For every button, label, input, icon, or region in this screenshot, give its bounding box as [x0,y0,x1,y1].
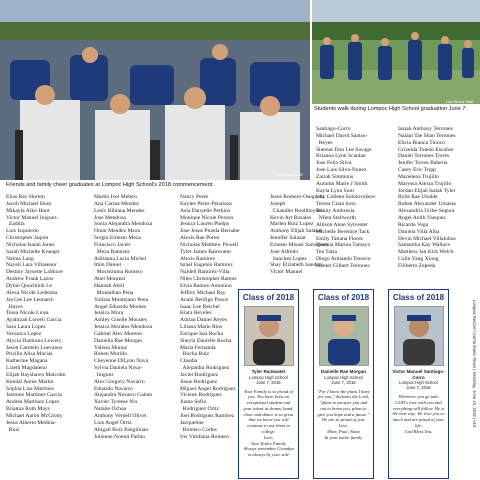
card-heading: Class of 2018 [242,293,295,302]
graduate-name: Victor Manuel [270,269,303,276]
names-column-3 [180,194,240,440]
graduate-name: Kaylee Perez-Penaloza [180,200,232,207]
graduate-name: Leslv Bibiana Mendez [94,207,145,214]
graduate-name: Ruben Murillo [94,351,128,358]
graduate-name: Andrew Frank Lazos [6,276,54,283]
photo-caption-left: Friends and family cheer graduates at Lompoc High School's 2018 commencement. [6,182,214,188]
graduate-name: Nikta Stallworth [316,214,356,221]
graduate-name: Rocha Ruiz [180,351,210,358]
graduate-name: Alexis Ramirez [180,255,215,262]
graduate-name: Ricardo Vega [398,221,429,228]
graduate-name: Reyes [316,139,333,146]
graduate-name: Daniela Villa Alba [398,228,440,235]
graduate-name: Sylvia Daniela Nava- [94,365,143,372]
graduate-name: Cheyenne DiLynn Nava [94,358,149,365]
graduate-name: Sarah Michelle Krueger [6,248,60,255]
card-heading: Class of 2018 [317,293,370,302]
graduate-name: Emily Tatiana Flores [316,235,363,242]
folio-text: Lompoc Record / Santa Maria Times | Saturday, June 16, 2018 | A15 [472,300,477,428]
graduate-name: Veronica Lopez [6,330,42,337]
graduate-name: Devin Michael Villalobos [398,235,456,242]
graduate-name: Romero Cortes [180,426,217,433]
names-column-1 [6,194,66,434]
graduate-name: Anahi Renfigo Ponce [180,296,229,303]
graduate-name: Ruben Alexander Umaeta [398,201,456,208]
graduate-name: Shemar Don Lee Savage [316,146,372,153]
card-name: Danielle Rae Morgan [320,369,367,374]
photo-credit-left: Len Wood Staff [275,172,303,177]
photo-credit-right: Len Wood Staff [446,99,474,104]
grad-card-2 [313,289,374,479]
card-message: Your Family is so proud of you. You have been an exceptional student and your talent in drums, band, choir and dance is so great that we know you will continue to use them in college. Love, Your Entire Family Always remember Grandpa is always by your side [243,388,294,458]
card-date: June 7, 2018 [256,379,281,385]
graduate-name: Colin Yang Xiong [398,256,439,263]
graduate-name: Nalani Tae Shan Terrones [398,132,456,139]
graduate-name: Sara Laura Lopez [6,324,46,331]
card-heading: Class of 2018 [392,293,445,302]
graduate-name: Javier Rodriguez [180,371,219,378]
graduate-name: Angel Eduardo Montes [94,303,147,310]
graduate-name: Gabriel Alex Moreno [94,330,142,337]
graduate-name: Jacqueline [180,419,204,426]
card-date: June 7, 2018 [331,379,356,385]
graduate-name: Matthew Ian Kirk Welch [398,249,454,256]
graduate-name: Adrian Daniel Reyes [180,317,227,324]
graduate-name: Eduardo Navarro [94,385,133,392]
graduate-name: Natalie Ochoa [94,406,127,413]
graduate-name: Maryssa Alexia Trujillo [398,180,452,187]
grad-card-3 [388,289,449,479]
graduate-name: Jasmine Martinez Garcia [6,392,62,399]
graduate-name: Casey Eric Tripp [398,167,436,174]
graduate-name: Iris Viridiana Romero [180,433,229,440]
graduate-name: Luis Izquierdo [6,228,39,235]
graduate-name: Hayes [6,303,23,310]
card-message: "For I know the plans I have for you," declares the Lord, "plans to prosper you and not to harm you, plans to give you hope and a future." We are so proud of you. Love, Mom, Paul, Nana & your entire family [317,388,370,440]
graduate-name: Yalissa Munoz [94,344,128,351]
graduate-name: Jessica Mora [94,310,124,317]
graduate-name: Sonia Alejandra Mendoza [94,221,153,228]
graduate-name: Xavier Tyreese Nix [94,399,138,406]
graduate-name: Sophia Lisa Martinez [6,385,55,392]
graduate-name: Alex Gregory Navarro [94,378,145,385]
graduate-name: Ithin Daniel [94,262,121,269]
graduate-name: Monique Nicole Person [180,214,234,221]
graduate-name: Moctezuma Romero [94,269,143,276]
graduate-name: Abigail Ruiz Pangilinan [94,426,149,433]
graduate-name: Katherine Magana [6,358,48,365]
graduate-name: Jordan Elijah Isaiah Tyler [398,187,456,194]
graduate-name: Montalban Pena [94,289,134,296]
graduate-name: Jenifer Torres Baheria [398,160,448,167]
graduate-name: Elicia Bianca Tinoco [398,139,445,146]
graduate-name: Niles Christopher Ramos [180,276,237,283]
graduate-name: Alexandria Uribe-Segura [398,208,455,215]
graduate-name: Jeffrey Michael Ray [180,289,226,296]
page-folio [470,300,478,470]
graduate-name: Brianna Ruth Mays [6,406,50,413]
graduate-name: Isaac Lee Reichel [180,303,220,310]
graduate-name: Ana Carina Mendez [94,200,140,207]
graduate-name: Rodriguez Ortiz [180,406,219,413]
card-school: Lompoc High School [399,380,438,385]
graduate-name: Hannah Abril [94,282,125,289]
graduate-name: Nicholas Matthew Powell [180,241,239,248]
graduate-name: Andrea Martinez Lopez [6,399,60,406]
graduate-name: Marielena Trujillo [398,173,439,180]
graduate-name: Sergio Ernesto Meza [94,235,141,242]
graduate-name: Yesenia Marina Tamayo [316,242,371,249]
graduate-name: Nicholas Isaiah Jones [6,241,55,248]
card-school: Lompoc High School [249,374,288,380]
graduate-name: Sanchez Lopez [270,255,307,262]
graduate-name: Josue Rodriguez [180,378,218,385]
graduate-name: Jessica Lauren Phelps [180,221,230,228]
graduate-name: Alejandra Navarro Gaitan [94,392,153,399]
graduate-name: Yulissa Montejano Pena [94,296,149,303]
graduate-name: Ruiz [6,426,20,433]
photo-caption-right: Students walk during Lompoc High School graduation June 7. [314,106,467,112]
graduate-name: Michael David Santos- [316,132,368,139]
graduate-name: Jose Jesus Pineda Bernabe [180,228,240,235]
graduate-name: Nancy Perez [180,194,209,200]
graduate-name: Ashley Giselle Morales [94,317,147,324]
graduate-name: Francisco Javier [94,241,131,248]
names-column-6 [398,126,456,270]
procession-photo [312,0,480,104]
graduate-name: Marlen Ruiz Lopez [270,221,314,228]
graduate-name: Luis Angel Ortiz [94,419,132,426]
graduate-name: Vicente Rodriguez [180,392,222,399]
graduate-name: Chandler Roolthuysen [270,207,323,214]
graduate-name: Liliana Marie Rios [180,324,223,331]
graduate-name: Jennifer Salazar [270,235,306,242]
graduate-name: Asia Danyelle Perkins [180,207,231,214]
graduate-name: Anthony Elijah Salazar [270,228,323,235]
graduate-name: Juana Sofia [180,399,206,406]
graduate-name: Michelle Berenice Tack [316,228,370,235]
graduate-name: Shay Elizabeth Sanders [270,262,323,269]
grad-portrait [244,306,294,366]
graduate-name: Lizeth Magdaleno [6,365,47,372]
graduate-name: Alexa Nicole Ledesma [6,289,58,296]
graduate-name: Elijah Rayshawn Malcolm [6,371,66,378]
graduate-name: Diego Armando Tenorio [316,256,371,263]
graduate-name: Abel Monreal [94,276,126,283]
graduate-name: Tyler James Rainwater [180,248,232,255]
graduate-name: Pricilla Alisa Macias [6,351,53,358]
graduate-name: Zadilla [6,221,25,228]
graduate-name: Jessica Morales-Mendoza [94,324,152,331]
graduate-name: Alexis Rae Porter [180,235,220,242]
grad-portrait [394,306,444,366]
graduate-name: Mikayla Aiko Hunt [6,207,50,214]
graduate-name: Martin Ivel Melero [94,194,137,200]
graduate-name: Alejandra Rodriguez [180,365,230,372]
graduate-name: Hunter Gilbert Terrones [316,262,370,269]
graduate-name: Kayla Lynn Soni [316,187,354,194]
graduate-name: Jesus Alberto Medina- [6,419,57,426]
graduate-name: Nayeli Lara Villasenor [6,262,57,269]
graduate-name: Isaiah Anthony Terrones [398,126,453,132]
grad-portrait [319,306,369,366]
graduate-name: Joel Rodriguez Ramirez [180,413,235,419]
graduate-name: Autumn Marie J Smith [316,180,368,187]
graduate-name: Daniel Terrones Torres [398,153,450,160]
names-column-5 [316,126,376,270]
graduate-name: Zariah Simmons [316,173,354,180]
graduate-name: Kendal Annie Martin [6,378,54,385]
graduate-name: Maria Fernanda [180,344,216,351]
graduate-name: Teresa Ciara Soto [316,201,356,208]
graduate-name: Jacob Michael Hunt [6,200,52,207]
graduate-name: Trinity Ambrosia [316,208,355,215]
graduate-name: Jose Felix Silva [316,160,352,167]
card-date: June 7, 2018 [406,385,431,390]
graduate-name: Grizelda Toledo Escobar [398,146,454,153]
graduate-name: Michael Aaron McGlotty [6,413,63,419]
graduate-name: Jose Mendoza [94,214,126,221]
graduate-name: Daniella Rae Morgan [94,337,143,344]
graduate-name: Israel Eugenio Ramirez [180,262,233,269]
graduate-name: Kiara Reveles [180,310,212,317]
graduate-name: Victor Manuel Iniguez- [6,214,59,221]
graduate-name: Julienne Noemi Patino [94,433,145,440]
card-message: Wherever you go take GOD's love with you and everything will follow. He is the best way. We love you so much and are proud of your life. God Bless You. [392,394,445,434]
graduate-name: Kevin Art Rosales [270,214,312,221]
graduate-name: Elias Rey Horton [6,194,45,200]
graduate-name: Allison Anne Sylvester [316,221,368,228]
names-column-2 [94,194,152,440]
graduate-name: Jesus Romero-Osegueta [270,194,324,200]
graduate-name: Naldell Ramirez-Villa [180,269,230,276]
graduate-name: Tea Tasia [316,249,338,256]
graduate-name: Tessa Nicole Licea [6,310,49,317]
graduate-name: Ernesto Misael Samaguey [270,241,329,248]
card-name: Victor Manuel Santiago-Corro [392,369,445,380]
graduate-name: Adrianna Lucia Michel [94,255,147,262]
graduate-name: Filiberto Zepeda [398,262,436,269]
graduate-name: Destiny Jaysette LaShore [6,269,63,276]
graduate-name: Enrique Isai Rocha [180,330,223,337]
graduate-name: Rylie Rae Uhalde [398,194,438,201]
graduate-name: Lily Colleen Sololovnikov [316,194,376,201]
graduate-name: Santiago-Corro [316,126,351,132]
card-school: Lompoc High School [324,374,363,380]
graduate-name: Alycia Damiona Lowery [6,337,62,344]
graduate-name: Sheyla Danielle Rocha [180,337,232,344]
graduate-name: Omar Mendez Meza [94,228,140,235]
graduate-name: Samantha Kay Wallace [398,242,450,249]
graduate-name: Jose Luis Silva-Nunez [316,167,367,174]
graduate-name: Iniguez [94,371,114,378]
graduate-name: Jose Alfredo [270,248,299,255]
graduate-name: Meza Ramirez [94,248,130,255]
graduate-name: Dylan Quochlinh Le [6,282,52,289]
graduate-name: Christopher Jaquin [6,235,49,242]
graduate-name: Joseph [270,200,286,207]
graduate-name: Angel Anith Vazquez [398,214,446,221]
graduate-name: Jason Carmelo Luevanos [6,344,63,351]
grad-card-1 [238,289,299,479]
graduate-name: Brianna Lynn Scanlan [316,153,366,160]
graduate-name: JayCee Lee Leonard- [6,296,54,303]
graduate-name: Miguel Angel Rodriguez [180,385,236,392]
graduate-name: Naima Lang [6,255,34,262]
graduate-name: Claudia [180,358,198,365]
graduate-name: Ayatirzah Loreeli Garcia [6,317,62,324]
graduate-name: Elvia Ramos-Antonino [180,282,232,289]
card-name: Tyler Rainwater [251,369,286,374]
graduate-name: Anthony Vernell Olivet [94,413,147,419]
crowd-photo [0,0,310,180]
